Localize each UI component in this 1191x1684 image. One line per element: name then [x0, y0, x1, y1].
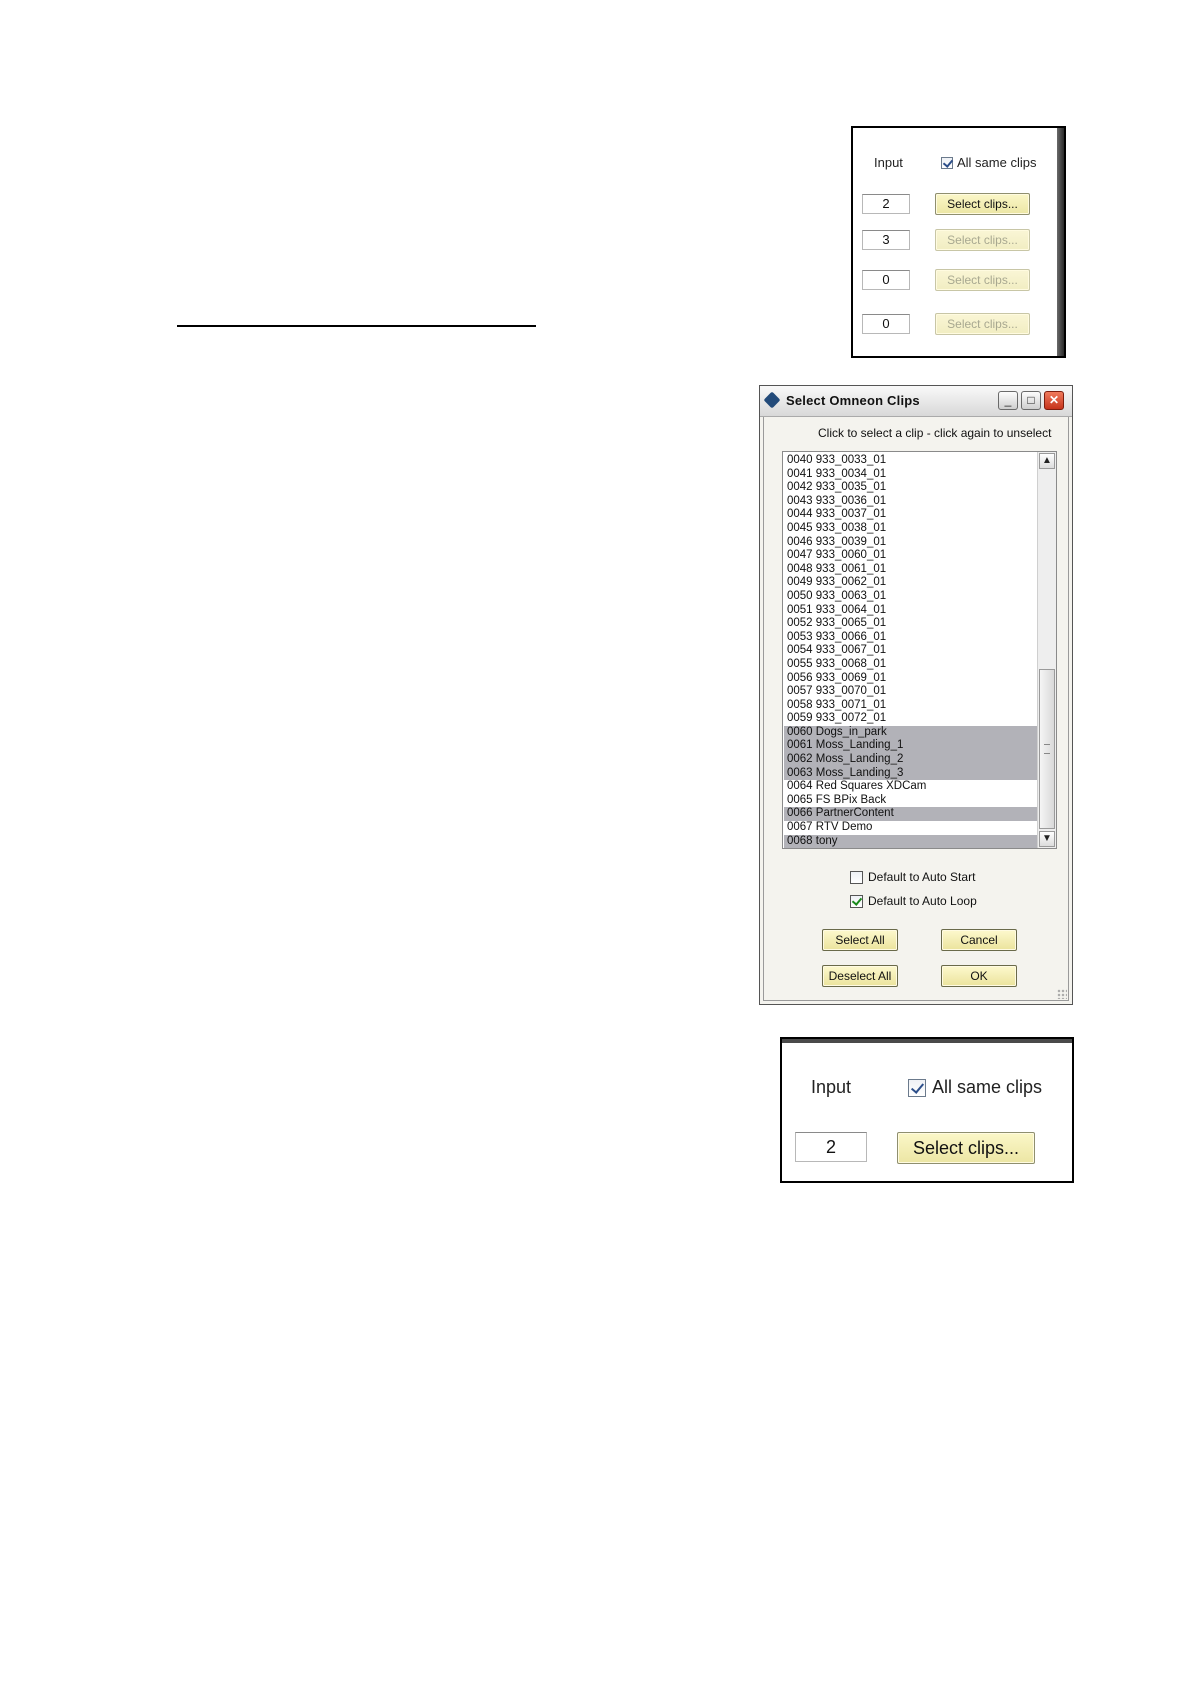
close-button[interactable]: ✕ [1044, 391, 1064, 410]
default-auto-loop-option[interactable] [850, 894, 977, 908]
all-same-clips-checkbox[interactable] [908, 1079, 926, 1097]
clip-list-item[interactable]: 0066 PartnerContent [784, 807, 1038, 821]
input-clips-panel [851, 126, 1066, 358]
maximize-button[interactable]: □ [1021, 391, 1041, 410]
clip-list-item[interactable]: 0040 933_0033_01 [787, 454, 887, 466]
clip-list-item[interactable]: 0061 Moss_Landing_1 [784, 739, 1038, 753]
scroll-down-icon[interactable]: ▼ [1039, 831, 1055, 847]
clip-list-item[interactable]: 0046 933_0039_01 [787, 535, 887, 548]
dialog-titlebar[interactable] [760, 386, 1072, 417]
minimize-button[interactable]: _ [998, 391, 1018, 410]
input-column-label: Input [811, 1077, 852, 1097]
clip-list-item[interactable]: 0064 Red Squares XDCam [787, 780, 927, 793]
input-row [862, 270, 1047, 294]
clip-list-item[interactable]: 0055 933_0068_01 [787, 657, 887, 670]
clip-list-item[interactable]: 0062 Moss_Landing_2 [784, 753, 1038, 767]
deselect-all-button[interactable]: Deselect All [822, 965, 898, 987]
select-clips-button[interactable]: Select clips... [897, 1132, 1035, 1164]
clip-list-scrollbar[interactable] [1037, 452, 1056, 848]
input-number-field[interactable]: 3 [862, 230, 910, 250]
input-column-label: Input [874, 155, 903, 170]
default-auto-start-label: Default to Auto Start [868, 870, 976, 884]
input-row [862, 314, 1047, 338]
input-number-field[interactable]: 0 [862, 314, 910, 334]
select-clips-button[interactable]: Select clips... [935, 193, 1030, 215]
clip-list-item[interactable]: 0042 933_0035_01 [787, 481, 887, 494]
input-number-field[interactable]: 0 [862, 270, 910, 290]
select-clips-button[interactable]: Select clips... [935, 269, 1030, 291]
all-same-clips-label: All same clips [957, 155, 1037, 170]
clip-list-item[interactable]: 0060 Dogs_in_park [784, 726, 1038, 740]
dialog-instruction: Click to select a clip - click again to unselect [818, 426, 1052, 440]
select-all-button[interactable]: Select All [822, 929, 898, 951]
clip-list-item[interactable]: 0051 933_0064_01 [787, 603, 887, 616]
panel-scrollbar[interactable] [1057, 128, 1064, 356]
default-auto-start-checkbox[interactable] [850, 871, 863, 884]
clip-list-item[interactable]: 0063 Moss_Landing_3 [784, 767, 1038, 781]
clip-list-item[interactable]: 0067 RTV Demo [787, 821, 873, 834]
cancel-button[interactable]: Cancel [941, 929, 1017, 951]
clip-list-item[interactable]: 0041 933_0034_01 [787, 467, 887, 480]
resize-grip-icon[interactable] [1057, 989, 1067, 999]
clip-list-item[interactable]: 0048 933_0061_01 [787, 562, 887, 575]
input-number-field[interactable]: 2 [795, 1132, 867, 1162]
select-clips-button[interactable]: Select clips... [935, 313, 1030, 335]
clip-list-item[interactable]: 0059 933_0072_01 [787, 712, 887, 725]
clip-list-item[interactable]: 0052 933_0065_01 [787, 617, 887, 630]
clip-list[interactable] [782, 451, 1057, 849]
select-clips-button[interactable]: Select clips... [935, 229, 1030, 251]
clip-list-item[interactable]: 0050 933_0063_01 [787, 589, 887, 602]
all-same-clips-option[interactable] [941, 155, 1036, 170]
default-auto-loop-label: Default to Auto Loop [868, 894, 977, 908]
clip-list-item[interactable]: 0047 933_0060_01 [787, 549, 887, 562]
clip-list-item[interactable]: 0068 tony [784, 835, 1038, 849]
input-row [862, 230, 1047, 254]
select-omneon-clips-dialog [759, 385, 1073, 1005]
clip-list-item[interactable]: 0053 933_0066_01 [787, 630, 887, 643]
clip-list-item[interactable]: 0057 933_0070_01 [787, 685, 887, 698]
clip-list-item[interactable]: 0065 FS BPix Back [787, 793, 887, 806]
clip-list-items [784, 454, 1038, 848]
dialog-title: Select Omneon Clips [786, 393, 920, 408]
ok-button[interactable]: OK [941, 965, 1017, 987]
clip-list-item[interactable]: 0054 933_0067_01 [787, 644, 887, 657]
clip-list-item[interactable]: 0045 933_0038_01 [787, 521, 887, 534]
all-same-clips-option[interactable] [908, 1077, 1042, 1098]
input-clips-panel-zoomed [780, 1037, 1074, 1183]
clip-list-item[interactable]: 0044 933_0037_01 [787, 508, 887, 521]
app-icon [764, 392, 781, 409]
input-number-field[interactable]: 2 [862, 194, 910, 214]
clip-list-item[interactable]: 0043 933_0036_01 [787, 494, 887, 507]
clip-list-item[interactable]: 0056 933_0069_01 [787, 671, 887, 684]
panel-top-edge [782, 1039, 1072, 1043]
clip-list-item[interactable]: 0058 933_0071_01 [787, 698, 887, 711]
all-same-clips-checkbox[interactable] [941, 157, 953, 169]
default-auto-start-option[interactable] [850, 870, 975, 884]
clip-list-item[interactable]: 0049 933_0062_01 [787, 576, 887, 589]
input-row [862, 194, 1047, 218]
all-same-clips-label: All same clips [932, 1077, 1043, 1097]
scroll-thumb[interactable] [1039, 669, 1055, 829]
scroll-up-icon[interactable]: ▲ [1039, 453, 1055, 469]
document-rule [177, 325, 536, 327]
default-auto-loop-checkbox[interactable] [850, 895, 863, 908]
